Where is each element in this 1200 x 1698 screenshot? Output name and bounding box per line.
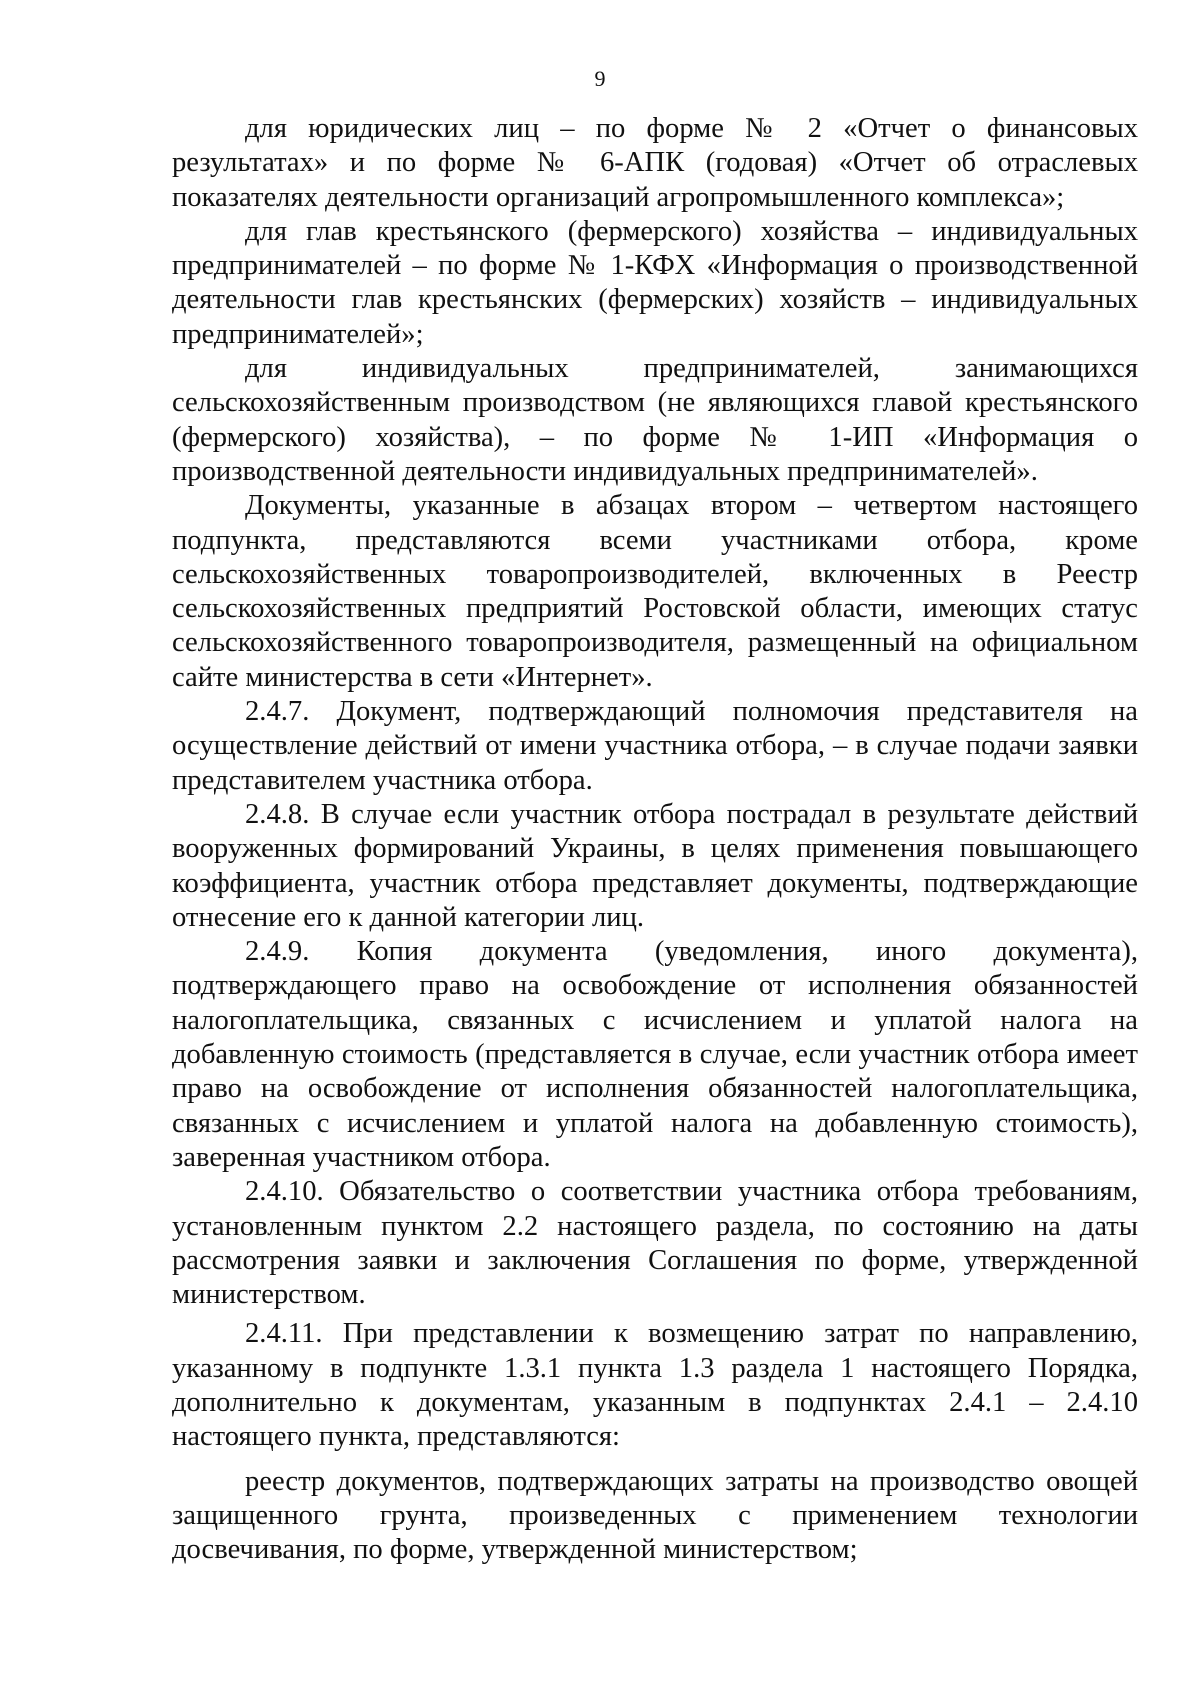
paragraph-legal-entities: для юридических лиц – по форме № 2 «Отчет о финансовых результатах» и по форме № 6-АПК (годовая) «Отчет об отраслевых показателях деятельности организаций агропромышленного комплекса»; [172, 113, 1138, 213]
page-number: 9 [594, 66, 606, 91]
paragraph-cost-register: реестр документов, подтверждающих затраты на производство овощей защищенного грунта, произведенных с применением технологии досвечивания, по форме, утвержденной министерством; [172, 1465, 1138, 1566]
paragraph-documents-submission: Документы, указанные в абзацах втором – четвертом настоящего подпункта, представляются всеми участниками отбора, кроме сельскохозяйственных товаропроизводителей, включенных в Реестр сельскохозяйственных предприятий Ростовской области, имеющих статус сельскохозяйственного товаропроизводителя, размещенный на официальном сайте министерства в сети «Интернет». [172, 490, 1138, 693]
paragraph-2-4-8: 2.4.8. В случае если участник отбора пострадал в результате действий вооруженных формирований Украины, в целях применения повышающего коэффициента, участник отбора представляет документы, подтверждающие отнесение его к данной категории лиц. [172, 798, 1138, 933]
paragraph-2-4-10: 2.4.10. Обязательство о соответствии участника отбора требованиям, установленным пунктом 2.2 настоящего раздела, по состоянию на даты рассмотрения заявки и заключения Соглашения по форме, утвержденной министерством. [172, 1176, 1138, 1311]
paragraph-individual-entrepreneurs: для индивидуальных предпринимателей, занимающихся сельскохозяйственным производством (не являющихся главой крестьянского (фермерского) хозяйства), – по форме № 1-ИП «Информация о производственной деятельности индивидуальных предпринимателей». [172, 353, 1138, 487]
paragraph-farm-heads: для глав крестьянского (фермерского) хозяйства – индивидуальных предпринимателей – по форме № 1-КФХ «Информация о производственной деятельности глав крестьянских (фермерских) хозяйств – индивидуальных предпринимателей»; [172, 215, 1138, 350]
paragraph-2-4-11: 2.4.11. При представлении к возмещению затрат по направлению, указанному в подпункте 1.3.1 пункта 1.3 раздела 1 настоящего Порядка, дополнительно к документам, указанным в подпунктах 2.4.1 – 2.4.10 настоящего пункта, представляются: [172, 1318, 1138, 1453]
paragraph-2-4-9: 2.4.9. Копия документа (уведомления, иного документа), подтверждающего право на освобождение от исполнения обязанностей налогоплательщика, связанных с исчислением и уплатой налога на добавленную стоимость (представляется в случае, если участник отбора имеет право на освобождение от исполнения обязанностей налогоплательщика, связанных с исчислением и уплатой налога на добавленную стоимость), заверенная участником отбора. [172, 936, 1138, 1173]
paragraph-2-4-7: 2.4.7. Документ, подтверждающий полномочия представителя на осуществление действий от имени участника отбора, – в случае подачи заявки представителем участника отбора. [172, 696, 1138, 796]
document-body [172, 112, 1138, 1567]
